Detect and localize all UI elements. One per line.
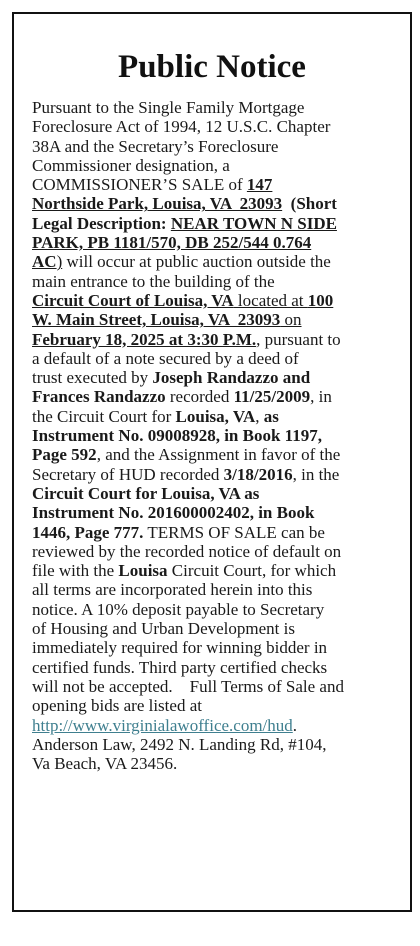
notice-text: Instrument No. 09008928, in Book 1197, (32, 426, 322, 446)
notice-text: file with the (32, 561, 119, 581)
notice-line (32, 484, 398, 503)
notice-text: , in (310, 387, 332, 407)
notice-text: 38A and the Secretary’s Foreclosure (32, 136, 279, 156)
notice-text: NEAR TOWN N SIDE (170, 213, 337, 233)
notice-text: W. Main Street, Louisa, VA 23093 (32, 310, 281, 330)
notice-text: Instrument No. 201600002402, in Book (32, 503, 315, 523)
notice-frame (12, 12, 412, 912)
notice-line (32, 252, 398, 271)
notice-text: 147 (246, 175, 273, 195)
notice-line (32, 523, 398, 542)
notice-line (32, 754, 398, 773)
notice-line (32, 735, 398, 754)
notice-line (32, 175, 398, 194)
notice-line (32, 194, 398, 213)
notice-line (32, 696, 398, 715)
notice-text: 100 (307, 290, 334, 310)
notice-text: Secretary of HUD recorded (32, 464, 224, 484)
notice-line (32, 310, 398, 329)
notice-text: will not be accepted. Full Terms of Sale and (32, 676, 344, 696)
notice-line (32, 542, 398, 561)
notice-text: 11/25/2009 (233, 387, 311, 407)
notice-text: Anderson Law, 2492 N. Landing Rd, #104, (32, 734, 327, 754)
notice-text: , in the (292, 464, 340, 484)
notice-text: , and the Assignment in favor of the (96, 445, 341, 465)
notice-line (32, 214, 398, 233)
notice-line (32, 272, 398, 291)
notice-text: opening bids are listed at (32, 696, 202, 716)
notice-text: AC (32, 252, 57, 272)
notice-text: Louisa, VA (175, 406, 256, 426)
notice-line (32, 98, 398, 117)
notice-text: Frances Randazzo (32, 387, 166, 407)
notice-text: February 18, 2025 at 3:30 P.M. (32, 329, 257, 349)
notice-line (32, 233, 398, 252)
notice-text: will occur at public auction outside the (62, 252, 331, 272)
notice-text: main entrance to the building of the (32, 271, 275, 291)
notice-text: Va Beach, VA 23456. (32, 754, 178, 774)
notice-line (32, 716, 398, 735)
notice-line (32, 291, 398, 310)
notice-line (32, 561, 398, 580)
notice-text: as (263, 406, 279, 426)
notice-line (32, 117, 398, 136)
notice-text: COMMISSIONER’S SALE of (32, 175, 247, 195)
notice-text: a default of a note secured by a deed of (32, 348, 299, 368)
notice-text: Legal Description: (32, 213, 171, 233)
notice-line (32, 407, 398, 426)
notice-line (32, 387, 398, 406)
notice-line (32, 330, 398, 349)
notice-text: Circuit Court of Louisa, VA (32, 290, 234, 310)
notice-line (32, 677, 398, 696)
notice-line (32, 426, 398, 445)
notice-text: certified funds. Third party certified checks (32, 657, 328, 677)
notice-line (32, 619, 398, 638)
notice-line (32, 638, 398, 657)
notice-line (32, 156, 398, 175)
notice-text: Circuit Court, for which (167, 561, 337, 581)
notice-text: located at (233, 290, 308, 310)
notice-text: Commissioner designation, a (32, 155, 230, 175)
notice-text: notice. A 10% deposit payable to Secretary (32, 599, 325, 619)
notice-text: of Housing and Urban Development is (32, 619, 295, 639)
notice-text: reviewed by the recorded notice of default on (32, 541, 342, 561)
notice-text: on (280, 310, 302, 330)
notice-body (32, 98, 398, 773)
notice-text: trust executed by (32, 368, 153, 388)
notice-text: Pursuant to the Single Family Mortgage (32, 98, 305, 117)
notice-title: Public Notice (118, 49, 306, 85)
terms-link[interactable]: http://www.virginialawoffice.com/hud (32, 715, 293, 735)
notice-text: PARK, PB 1181/570, DB 252/544 0.764 (32, 233, 312, 253)
notice-line (32, 658, 398, 677)
notice-text: . (292, 715, 298, 735)
notice-line (32, 349, 398, 368)
notice-line (32, 368, 398, 387)
notice-text: recorded (165, 387, 234, 407)
notice-text: all terms are incorporated herein into this (32, 580, 313, 600)
notice-text: 3/18/2016 (223, 464, 293, 484)
notice-text: , (255, 406, 264, 426)
notice-text: Joseph Randazzo and (152, 368, 311, 388)
notice-text: Louisa (118, 561, 168, 581)
notice-text: TERMS OF SALE can be (143, 522, 325, 542)
notice-text: Circuit Court for Louisa, VA as (32, 483, 260, 503)
notice-text: 1446, Page 777. (32, 522, 144, 542)
notice-text: ) (56, 252, 63, 272)
notice-text: Northside Park, Louisa, VA 23093 (32, 194, 283, 214)
notice-line (32, 465, 398, 484)
notice-line (32, 600, 398, 619)
notice-line (32, 137, 398, 156)
notice-line (32, 503, 398, 522)
notice-text: Page 592 (32, 445, 97, 465)
notice-text: (Short (282, 194, 337, 214)
notice-line (32, 580, 398, 599)
notice-text: Foreclosure Act of 1994, 12 U.S.C. Chapter (32, 117, 331, 137)
notice-text: , pursuant to (256, 329, 341, 349)
notice-line (32, 445, 398, 464)
notice-text: the Circuit Court for (32, 406, 176, 426)
notice-text: immediately required for winning bidder in (32, 638, 328, 658)
